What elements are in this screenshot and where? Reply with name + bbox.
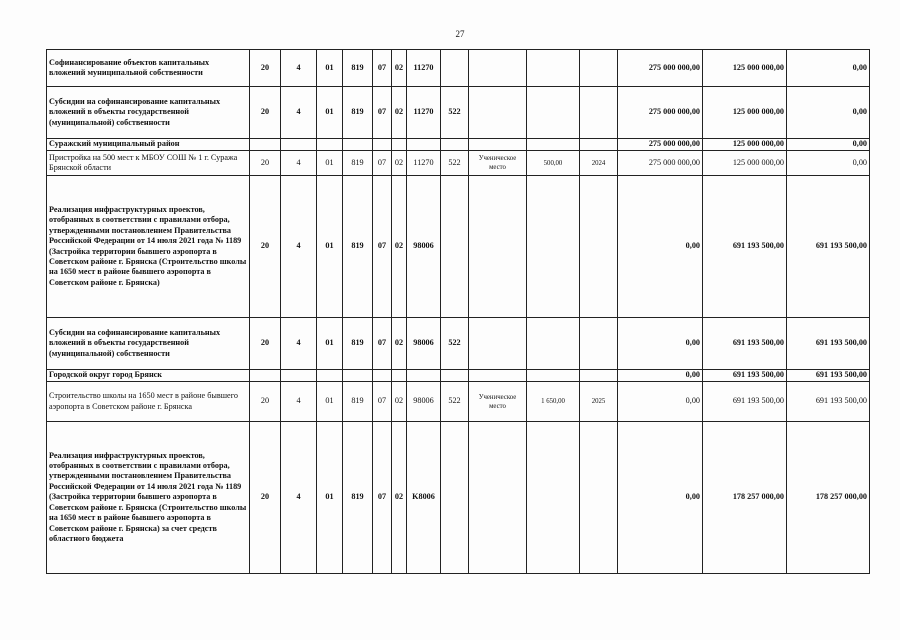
cell-sum3: 691 193 500,00 — [787, 176, 870, 318]
cell-c3: 01 — [317, 422, 343, 574]
cell-c2: 4 — [281, 382, 317, 422]
cell-c2: 4 — [281, 422, 317, 574]
cell-year: 2024 — [580, 151, 618, 176]
cell-c1: 20 — [250, 382, 281, 422]
cell-unit — [469, 422, 527, 574]
cell-sum1: 0,00 — [618, 176, 703, 318]
cell-unit — [469, 176, 527, 318]
table-row-municipality — [47, 370, 870, 382]
cell-year — [580, 87, 618, 139]
cell-c1: 20 — [250, 176, 281, 318]
cell-c4: 819 — [343, 382, 373, 422]
cell-sum1: 0,00 — [618, 370, 703, 382]
cell-c5: 07 — [373, 382, 392, 422]
table-row — [47, 87, 870, 139]
cell-code: 98006 — [407, 382, 441, 422]
cell-year — [580, 422, 618, 574]
row-name: Пристройка на 500 мест к МБОУ СОШ № 1 г. Суража Брянской области — [47, 151, 250, 176]
cell-capacity: 1 650,00 — [527, 382, 580, 422]
cell-code: 98006 — [407, 318, 441, 370]
row-name: Субсидии на софинансирование капитальных вложений в объекты государственной (муниципальной) собственности — [47, 87, 250, 139]
cell-sum2: 691 193 500,00 — [703, 318, 787, 370]
cell-c1: 20 — [250, 318, 281, 370]
cell-code: K8006 — [407, 422, 441, 574]
cell-sum2: 691 193 500,00 — [703, 370, 787, 382]
page-number: 27 — [455, 29, 465, 39]
cell-vr: 522 — [441, 318, 469, 370]
cell-c4: 819 — [343, 176, 373, 318]
cell-unit — [469, 87, 527, 139]
cell-c4: 819 — [343, 151, 373, 176]
budget-table — [46, 49, 870, 574]
cell-sum1: 275 000 000,00 — [618, 139, 703, 151]
cell-c4: 819 — [343, 87, 373, 139]
cell-c6: 02 — [392, 422, 407, 574]
cell-sum2: 125 000 000,00 — [703, 50, 787, 87]
cell-year — [580, 176, 618, 318]
table-row-municipality — [47, 139, 870, 151]
cell-sum1: 0,00 — [618, 318, 703, 370]
row-name: Субсидии на софинансирование капитальных вложений в объекты государственной (муниципальной) собственности — [47, 318, 250, 370]
cell-c6: 02 — [392, 382, 407, 422]
cell-sum1: 275 000 000,00 — [618, 50, 703, 87]
cell-c3: 01 — [317, 382, 343, 422]
cell-c6: 02 — [392, 176, 407, 318]
cell-vr: 522 — [441, 87, 469, 139]
cell-c4: 819 — [343, 50, 373, 87]
cell-code: 11270 — [407, 87, 441, 139]
cell-c2: 4 — [281, 318, 317, 370]
cell-c3: 01 — [317, 50, 343, 87]
cell-sum2: 125 000 000,00 — [703, 151, 787, 176]
cell-c3: 01 — [317, 318, 343, 370]
cell-c5: 07 — [373, 87, 392, 139]
cell-code: 11270 — [407, 50, 441, 87]
cell-capacity — [527, 87, 580, 139]
cell-capacity: 500,00 — [527, 151, 580, 176]
cell-sum3: 691 193 500,00 — [787, 370, 870, 382]
cell-c3: 01 — [317, 151, 343, 176]
cell-unit: Ученическое место — [469, 151, 527, 176]
cell-c4: 819 — [343, 422, 373, 574]
cell-c2: 4 — [281, 87, 317, 139]
cell-c2: 4 — [281, 151, 317, 176]
table-row-object — [47, 151, 870, 176]
cell-vr — [441, 50, 469, 87]
cell-c6: 02 — [392, 151, 407, 176]
cell-year — [580, 318, 618, 370]
cell-code: 11270 — [407, 151, 441, 176]
cell-capacity — [527, 318, 580, 370]
cell-vr — [441, 422, 469, 574]
table-row — [47, 422, 870, 574]
municipality-name: Городской округ город Брянск — [47, 370, 250, 382]
cell-sum3: 0,00 — [787, 151, 870, 176]
row-name: Софинансирование объектов капитальных вложений муниципальной собственности — [47, 50, 250, 87]
cell-unit: Ученическое место — [469, 382, 527, 422]
cell-sum3: 0,00 — [787, 87, 870, 139]
cell-c5: 07 — [373, 176, 392, 318]
cell-vr: 522 — [441, 151, 469, 176]
cell-c2: 4 — [281, 50, 317, 87]
cell-c1: 20 — [250, 151, 281, 176]
cell-unit — [469, 318, 527, 370]
cell-capacity — [527, 50, 580, 87]
cell-c1: 20 — [250, 50, 281, 87]
table-row-object — [47, 382, 870, 422]
cell-c1: 20 — [250, 422, 281, 574]
cell-sum2: 691 193 500,00 — [703, 176, 787, 318]
table-row — [47, 50, 870, 87]
cell-vr: 522 — [441, 382, 469, 422]
table-row — [47, 176, 870, 318]
cell-year — [580, 50, 618, 87]
cell-code: 98006 — [407, 176, 441, 318]
cell-c3: 01 — [317, 176, 343, 318]
cell-c5: 07 — [373, 422, 392, 574]
cell-sum3: 691 193 500,00 — [787, 382, 870, 422]
cell-sum2: 691 193 500,00 — [703, 382, 787, 422]
cell-sum3: 691 193 500,00 — [787, 318, 870, 370]
cell-c6: 02 — [392, 318, 407, 370]
cell-sum3: 0,00 — [787, 50, 870, 87]
cell-year: 2025 — [580, 382, 618, 422]
cell-sum1: 0,00 — [618, 422, 703, 574]
cell-c2: 4 — [281, 176, 317, 318]
cell-sum1: 275 000 000,00 — [618, 87, 703, 139]
table-row — [47, 318, 870, 370]
cell-c4: 819 — [343, 318, 373, 370]
cell-c6: 02 — [392, 87, 407, 139]
cell-sum3: 178 257 000,00 — [787, 422, 870, 574]
cell-c5: 07 — [373, 50, 392, 87]
municipality-name: Суражский муниципальный район — [47, 139, 250, 151]
cell-sum3: 0,00 — [787, 139, 870, 151]
cell-sum2: 125 000 000,00 — [703, 139, 787, 151]
cell-c5: 07 — [373, 318, 392, 370]
cell-sum1: 275 000 000,00 — [618, 151, 703, 176]
cell-c6: 02 — [392, 50, 407, 87]
cell-sum2: 125 000 000,00 — [703, 87, 787, 139]
cell-c1: 20 — [250, 87, 281, 139]
cell-c3: 01 — [317, 87, 343, 139]
cell-sum2: 178 257 000,00 — [703, 422, 787, 574]
cell-unit — [469, 50, 527, 87]
cell-sum1: 0,00 — [618, 382, 703, 422]
row-name: Строительство школы на 1650 мест в районе бывшего аэропорта в Советском районе г. Брянска — [47, 382, 250, 422]
cell-capacity — [527, 422, 580, 574]
row-name: Реализация инфраструктурных проектов, отобранных в соответствии с правилами отбора, утвержденными постановлением Правительства Российской Федерации от 14 июля 2021 года № 1189 (Застройка территории бывшего аэропорта в Советском районе г. Брянска (Строительство школы на 1650 мест в районе бывшего аэропорта в Советском районе г. Брянска) за счет средств областного бюджета — [47, 422, 250, 574]
cell-capacity — [527, 176, 580, 318]
cell-c5: 07 — [373, 151, 392, 176]
cell-vr — [441, 176, 469, 318]
row-name: Реализация инфраструктурных проектов, отобранных в соответствии с правилами отбора, утвержденными постановлением Правительства Российской Федерации от 14 июля 2021 года № 1189 (Застройка территории бывшего аэропорта в Советском районе г. Брянска (Строительство школы на 1650 мест в районе бывшего аэропорта в Советском районе г. Брянска) — [47, 176, 250, 318]
